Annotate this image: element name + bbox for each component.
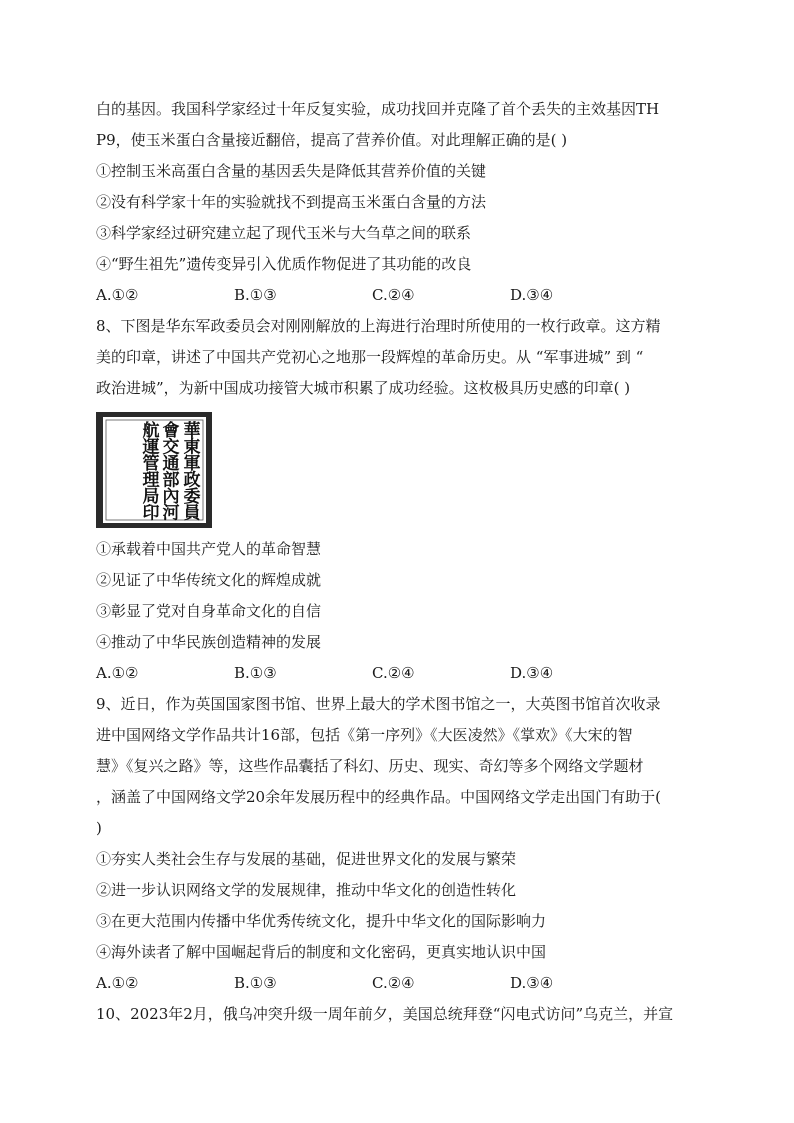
seal-image bbox=[96, 412, 212, 528]
seal-character: 理 bbox=[142, 470, 160, 491]
q9-option-c[interactable]: C.②④ bbox=[372, 974, 415, 992]
seal-character: 會 bbox=[162, 421, 180, 441]
seal-character: 交 bbox=[162, 437, 180, 458]
q9-stem-line-5: ) bbox=[96, 819, 102, 837]
q7-option-d[interactable]: D.③④ bbox=[510, 286, 554, 304]
q9-option-a[interactable]: A.①② bbox=[96, 974, 139, 992]
seal-character: 局 bbox=[142, 487, 160, 507]
seal-character: 員 bbox=[183, 503, 201, 524]
q8-options bbox=[96, 658, 700, 689]
q7-option-a[interactable]: A.①② bbox=[96, 286, 139, 304]
seal-character: 通 bbox=[162, 454, 180, 474]
q7-item-3: ③科学家经过研究建立起了现代玉米与大刍草之间的联系 bbox=[96, 224, 472, 242]
seal-character: 委 bbox=[183, 487, 201, 507]
seal-character: 運 bbox=[142, 437, 160, 458]
q7-item-2: ②没有科学家十年的实验就找不到提高玉米蛋白含量的方法 bbox=[96, 193, 487, 211]
q8-option-a[interactable]: A.①② bbox=[96, 664, 139, 682]
q7-options bbox=[96, 280, 700, 311]
seal-character: 河 bbox=[162, 503, 180, 524]
q9-stem-line-1: 9、近日，作为英国国家图书馆、世界上最大的学术图书馆之一，大英图书馆首次收录 bbox=[96, 695, 661, 713]
q9-item-1: ①夯实人类社会生存与发展的基础，促进世界文化的发展与繁荣 bbox=[96, 850, 517, 868]
q8-stem-line-1: 8、下图是华东军政委员会对刚刚解放的上海进行治理时所使用的一枚行政章。这方精 bbox=[96, 317, 661, 335]
q9-item-4: ④海外读者了解中国崛起背后的制度和文化密码，更真实地认识中国 bbox=[96, 943, 547, 961]
q8-item-1: ①承载着中国共产党人的革命智慧 bbox=[96, 540, 322, 558]
q8-item-2: ②见证了中华传统文化的辉煌成就 bbox=[96, 571, 322, 589]
q9-item-3: ③在更大范围内传播中华优秀传统文化，提升中华文化的国际影响力 bbox=[96, 912, 547, 930]
seal-character: 軍 bbox=[183, 454, 201, 474]
q9-option-d[interactable]: D.③④ bbox=[510, 974, 554, 992]
q10-stem-line-1: 10、2023年2月，俄乌冲突升级一周年前夕，美国总统拜登“闪电式访问”乌克兰，并宣 bbox=[96, 1005, 674, 1023]
q7-option-c[interactable]: C.②④ bbox=[372, 286, 415, 304]
seal-character: 航 bbox=[142, 421, 160, 441]
seal-character: 印 bbox=[142, 503, 160, 524]
q8-item-3: ③彰显了党对自身革命文化的自信 bbox=[96, 602, 322, 620]
q7-stem-line-2: P9，使玉米蛋白含量接近翻倍，提高了营养价值。对此理解正确的是( ) bbox=[96, 131, 568, 149]
q9-stem-line-4: ，涵盖了中国网络文学20余年发展历程中的经典作品。中国网络文学走出国门有助于( bbox=[96, 788, 661, 806]
q7-option-b[interactable]: B.①③ bbox=[234, 286, 277, 304]
seal-character: 華 bbox=[183, 421, 201, 441]
seal-character: 內 bbox=[162, 487, 180, 507]
q9-options bbox=[96, 968, 700, 999]
q7-stem-line-1: 白的基因。我国科学家经过十年反复实验，成功找回并克隆了首个丢失的主效基因TH bbox=[96, 100, 660, 118]
q8-stem-line-3: 政治进城”，为新中国成功接管大城市积累了成功经验。这枚极具历史感的印章( ) bbox=[96, 379, 631, 397]
seal-figure bbox=[96, 404, 700, 534]
seal-character: 部 bbox=[162, 470, 180, 491]
seal-character: 東 bbox=[183, 437, 201, 458]
q9-item-2: ②进一步认识网络文学的发展规律，推动中华文化的创造性转化 bbox=[96, 881, 517, 899]
q8-option-b[interactable]: B.①③ bbox=[234, 664, 277, 682]
q8-option-c[interactable]: C.②④ bbox=[372, 664, 415, 682]
seal-character: 政 bbox=[183, 470, 201, 491]
q8-item-4: ④推动了中华民族创造精神的发展 bbox=[96, 633, 322, 651]
seal-character: 管 bbox=[142, 454, 160, 474]
q9-option-b[interactable]: B.①③ bbox=[234, 974, 277, 992]
document-page bbox=[96, 94, 700, 1030]
q8-option-d[interactable]: D.③④ bbox=[510, 664, 554, 682]
q7-item-1: ①控制玉米高蛋白含量的基因丢失是降低其营养价值的关键 bbox=[96, 162, 487, 180]
q8-stem-line-2: 美的印章，讲述了中国共产党初心之地那一段辉煌的革命历史。从 “军事进城” 到 “ bbox=[96, 348, 644, 366]
q9-stem-line-3: 慧》《复兴之路》等，这些作品囊括了科幻、历史、现实、奇幻等多个网络文学题材 bbox=[96, 757, 644, 775]
q7-item-4: ④“野生祖先”遗传变异引入优质作物促进了其功能的改良 bbox=[96, 255, 472, 273]
q9-stem-line-2: 进中国网络文学作品共计16部，包括《第一序列》《大医凌然》《掌欢》《大宋的智 bbox=[96, 726, 633, 744]
